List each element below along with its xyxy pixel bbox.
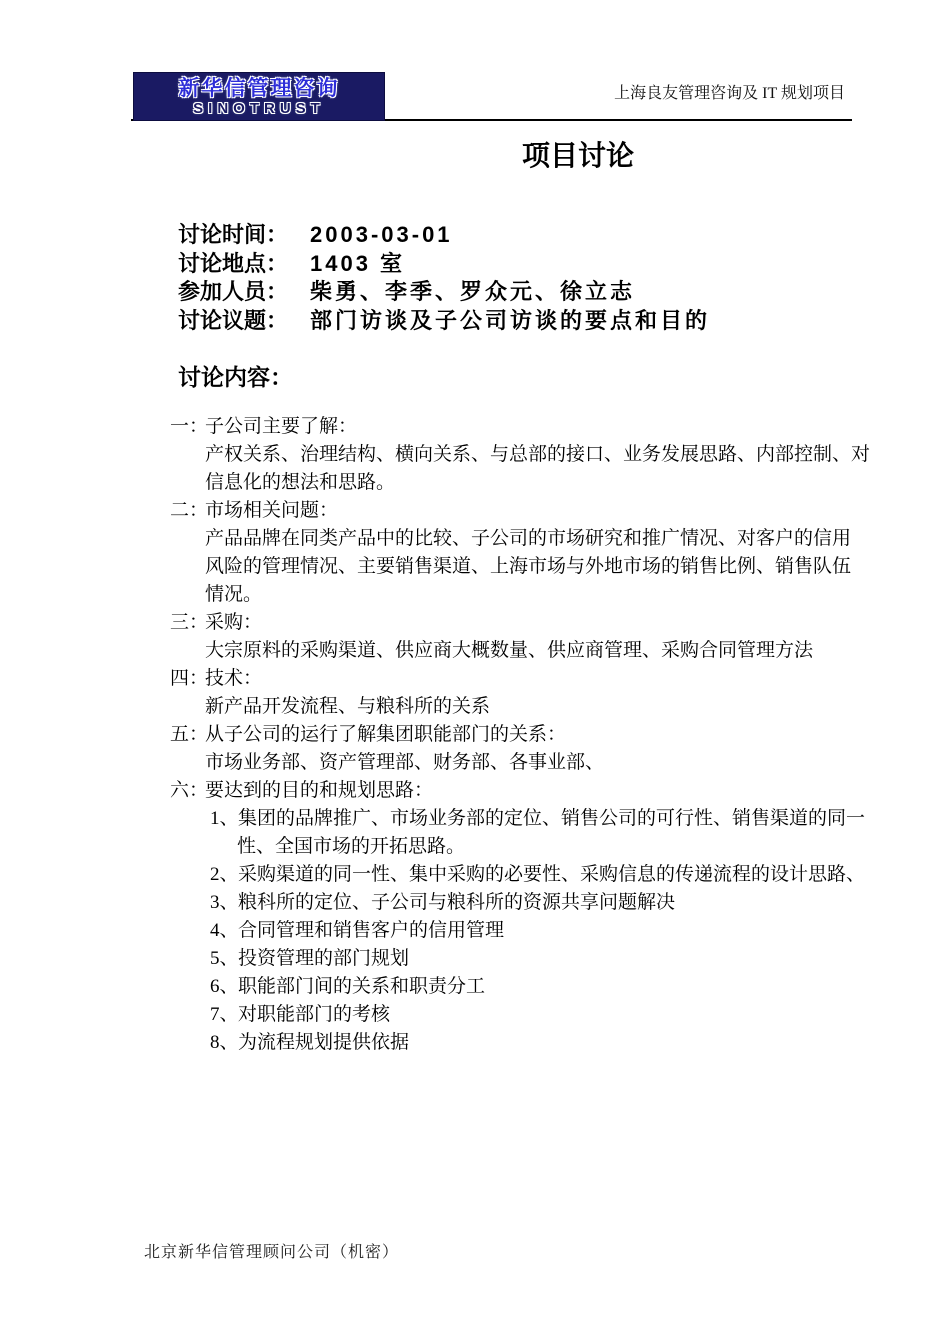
line-text: 职能部门间的关系和职责分工 bbox=[238, 976, 486, 997]
content-line bbox=[170, 805, 930, 833]
content-line bbox=[170, 721, 930, 749]
meta-value: 1403 室 bbox=[310, 250, 406, 276]
line-text: 要达到的目的和规划思路： bbox=[205, 780, 434, 801]
content-line bbox=[170, 777, 930, 805]
section-marker: 四： bbox=[170, 668, 209, 689]
line-text: 采购渠道的同一性、集中采购的必要性、采购信息的传递流程的设计思路、 bbox=[238, 864, 866, 885]
line-text: 采购： bbox=[205, 612, 263, 633]
doc-title: 项目讨论 bbox=[521, 140, 634, 171]
line-text: 技术： bbox=[205, 668, 263, 689]
item-marker: 6、 bbox=[210, 976, 239, 997]
content-line bbox=[170, 973, 930, 1001]
item-marker: 8、 bbox=[210, 1032, 239, 1053]
content-line bbox=[170, 413, 930, 441]
item-marker: 2、 bbox=[210, 864, 239, 885]
content-heading: 讨论内容： bbox=[178, 364, 293, 390]
line-text: 情况。 bbox=[205, 584, 263, 605]
line-text: 信息化的想法和思路。 bbox=[205, 472, 396, 493]
content-line bbox=[170, 693, 930, 721]
meta-value: 柴勇、李季、罗众元、徐立志 bbox=[310, 279, 636, 304]
item-marker: 7、 bbox=[210, 1004, 239, 1025]
content-line bbox=[170, 581, 930, 609]
line-text: 为流程规划提供依据 bbox=[238, 1032, 410, 1053]
line-text: 新产品开发流程、与粮科所的关系 bbox=[205, 696, 491, 717]
content-line bbox=[170, 1001, 930, 1029]
content-line bbox=[170, 1029, 930, 1057]
line-text: 市场相关问题： bbox=[205, 500, 339, 521]
content-line bbox=[170, 917, 930, 945]
content-line bbox=[170, 889, 930, 917]
content-line bbox=[170, 469, 930, 497]
content-line bbox=[170, 553, 930, 581]
footer-note: 北京新华信管理顾问公司（机密） bbox=[144, 1244, 400, 1261]
section-marker: 三： bbox=[170, 612, 209, 633]
meta-row bbox=[178, 250, 710, 279]
content-line bbox=[170, 497, 930, 525]
line-text: 风险的管理情况、主要销售渠道、上海市场与外地市场的销售比例、销售队伍 bbox=[205, 556, 852, 577]
content-block bbox=[170, 413, 930, 1057]
item-marker: 5、 bbox=[210, 948, 239, 969]
meta-block bbox=[178, 221, 710, 335]
logo-text-cn: 新华信管理咨询 bbox=[178, 76, 340, 100]
content-line bbox=[170, 861, 930, 889]
content-line bbox=[170, 609, 930, 637]
logo-text-en: SINOTRUST bbox=[193, 99, 325, 117]
content-line bbox=[170, 833, 930, 861]
line-text: 子公司主要了解： bbox=[205, 416, 358, 437]
section-marker: 一： bbox=[170, 416, 209, 437]
line-text: 从子公司的运行了解集团职能部门的关系： bbox=[205, 724, 567, 745]
line-text: 产品品牌在同类产品中的比较、子公司的市场研究和推广情况、对客户的信用 bbox=[205, 528, 852, 549]
line-text: 大宗原料的采购渠道、供应商大概数量、供应商管理、采购合同管理方法 bbox=[205, 640, 814, 661]
meta-row bbox=[178, 278, 710, 307]
content-line bbox=[170, 665, 930, 693]
meta-value: 部门访谈及子公司访谈的要点和目的 bbox=[310, 307, 711, 333]
line-text: 对职能部门的考核 bbox=[238, 1004, 391, 1025]
meta-row bbox=[178, 307, 710, 336]
content-line bbox=[170, 637, 930, 665]
item-marker: 1、 bbox=[210, 808, 239, 829]
line-text: 产权关系、治理结构、横向关系、与总部的接口、业务发展思路、内部控制、对 bbox=[205, 444, 871, 465]
line-text: 粮科所的定位、子公司与粮科所的资源共享问题解决 bbox=[238, 892, 676, 913]
section-marker: 六： bbox=[170, 780, 209, 801]
meta-label: 讨论地点： bbox=[178, 250, 289, 276]
meta-label: 参加人员： bbox=[178, 279, 289, 304]
content-line bbox=[170, 749, 930, 777]
section-marker: 二： bbox=[170, 500, 209, 521]
content-line bbox=[170, 525, 930, 553]
line-text: 市场业务部、资产管理部、财务部、各事业部、 bbox=[205, 752, 605, 773]
content-line bbox=[170, 441, 930, 469]
line-text: 集团的品牌推广、市场业务部的定位、销售公司的可行性、销售渠道的同一 bbox=[238, 808, 866, 829]
line-text: 投资管理的部门规划 bbox=[238, 948, 410, 969]
item-marker: 4、 bbox=[210, 920, 239, 941]
sinotrust-logo bbox=[133, 72, 385, 121]
line-text: 合同管理和销售客户的信用管理 bbox=[238, 920, 505, 941]
content-line bbox=[170, 945, 930, 973]
meta-value: 2003-03-01 bbox=[310, 222, 453, 247]
meta-row bbox=[178, 221, 710, 250]
project-header: 上海良友管理咨询及 IT 规划项目 bbox=[614, 85, 845, 102]
line-text: 性、全国市场的开拓思路。 bbox=[237, 836, 466, 857]
meta-label: 讨论时间： bbox=[178, 222, 289, 247]
section-marker: 五： bbox=[170, 724, 209, 745]
meta-label: 讨论议题： bbox=[178, 307, 289, 333]
item-marker: 3、 bbox=[210, 892, 239, 913]
